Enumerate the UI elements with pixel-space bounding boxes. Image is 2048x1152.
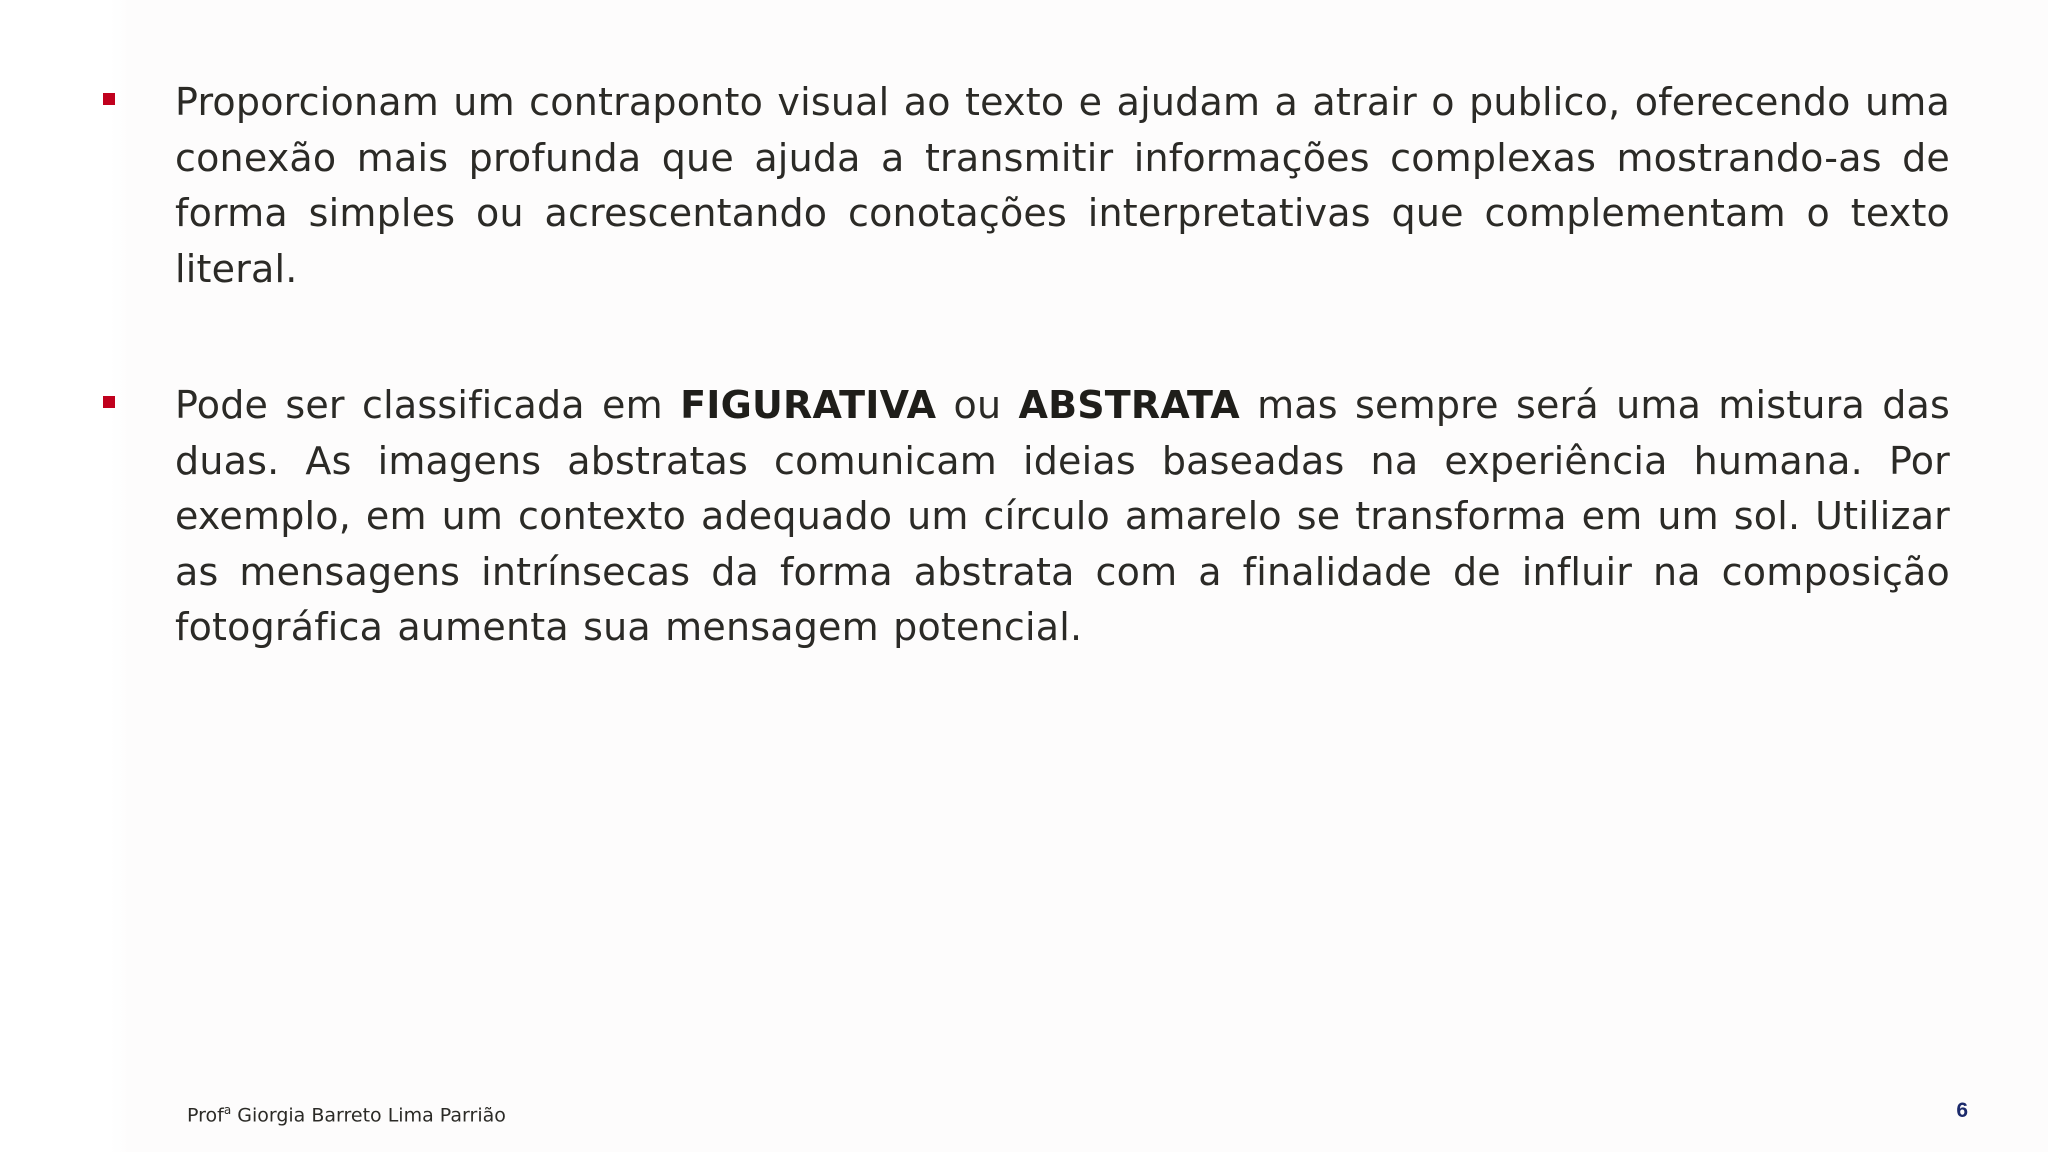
bold-term-figurativa: FIGURATIVA — [680, 383, 937, 427]
square-bullet-icon — [103, 396, 115, 408]
bullet-text-part: ou — [936, 383, 1019, 427]
bullet-text-part: mas sempre será uma mistura das duas. As imagens abstratas comunicam ideias baseadas na experiência humana. Por exemplo, em um contexto adequado um círculo amarelo se transforma em um sol. Utilizar as mensagens intrínsecas da forma abstrata com a finalidade de influir na composição fotográfica aumenta sua mensagem potencial. — [175, 383, 1951, 649]
author-sup: a — [223, 1103, 232, 1117]
square-bullet-icon — [103, 93, 115, 105]
bullet-text: Proporcionam um contraponto visual ao texto e ajudam a atrair o publico, oferecendo uma conexão mais profunda que ajuda a transmitir informações complexas mostrando-as de forma simples ou acrescentando conotações interpretativas que complementam o texto literal. — [175, 80, 1950, 291]
bullet-text — [175, 378, 1950, 656]
bold-term-abstrata: ABSTRATA — [1018, 383, 1240, 427]
author-prefix: Prof — [187, 1104, 224, 1127]
bullet-text-part: Pode ser classificada em — [175, 383, 681, 427]
author-name: Giorgia Barreto Lima Parrião — [231, 1104, 506, 1127]
page-number: 6 — [1956, 1099, 1968, 1122]
footer-author — [187, 1103, 506, 1126]
